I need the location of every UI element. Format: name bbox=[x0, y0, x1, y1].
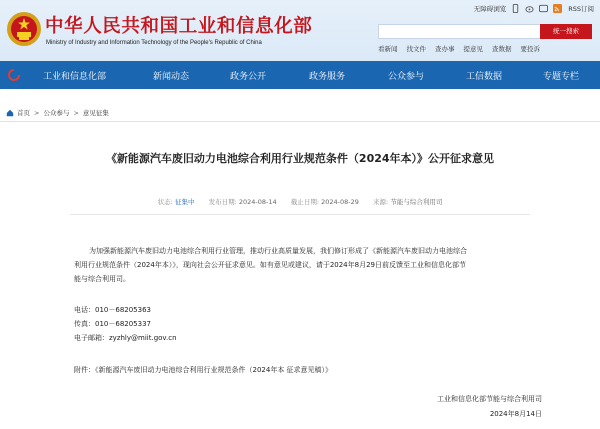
nav-item-news[interactable]: 新闻动态 bbox=[153, 71, 190, 82]
search-button[interactable]: 统一搜索 bbox=[540, 24, 592, 39]
nav-item-gov-affairs[interactable]: 政务公开 bbox=[230, 71, 267, 82]
breadcrumb bbox=[6, 108, 109, 117]
breadcrumb-home[interactable]: 首页 bbox=[17, 109, 30, 117]
start-date-value: 2024-08-14 bbox=[238, 198, 277, 206]
site-header bbox=[0, 0, 600, 61]
miit-logo-icon bbox=[8, 69, 20, 81]
weibo-icon[interactable] bbox=[525, 4, 534, 13]
signature-date: 2024年8月14日 bbox=[489, 410, 542, 418]
accessibility-link[interactable]: 无障碍浏览 bbox=[473, 5, 507, 13]
divider bbox=[0, 121, 600, 122]
breadcrumb-separator: > bbox=[73, 108, 79, 117]
end-date-label: 截止日期: bbox=[290, 198, 320, 206]
contact-phone: 电话：010－68205363 bbox=[74, 306, 151, 314]
breadcrumb-public-participation[interactable]: 公众参与 bbox=[43, 109, 70, 117]
wechat-icon[interactable] bbox=[539, 4, 548, 13]
quick-link-complaint[interactable]: 要投诉 bbox=[520, 45, 540, 53]
end-date-value: 2024-08-29 bbox=[321, 198, 359, 206]
quick-links bbox=[378, 44, 549, 53]
divider bbox=[70, 214, 530, 215]
mobile-icon[interactable] bbox=[511, 4, 520, 13]
body-line: 能与综合利用司。 bbox=[74, 275, 130, 283]
top-links bbox=[468, 4, 594, 13]
national-emblem-icon[interactable] bbox=[6, 9, 42, 49]
quick-link-services[interactable]: 查办事 bbox=[435, 45, 455, 53]
start-date-label: 发布日期: bbox=[208, 198, 237, 206]
nav-item-gov-services[interactable]: 政务服务 bbox=[309, 71, 346, 82]
quick-link-news[interactable]: 看新闻 bbox=[378, 45, 398, 53]
attachment-link[interactable]: 附件：《新能源汽车废旧动力电池综合利用行业规范条件（2024年本 征求意见稿）》 bbox=[74, 366, 333, 374]
page-title: 《新能源汽车废旧动力电池综合利用行业规范条件（2024年本）》公开征求意见 bbox=[105, 152, 495, 165]
rss-icon[interactable] bbox=[553, 4, 562, 13]
body-line: 利用行业规范条件（2024年本）》，现向社会公开征求意见。如有意见或建议，请于2024年8月29日前反馈至工业和信息化部节 bbox=[74, 261, 466, 269]
nav-item-ministry[interactable]: 工业和信息化部 bbox=[43, 71, 107, 82]
breadcrumb-solicitation[interactable]: 意见征集 bbox=[82, 109, 109, 117]
nav-logo[interactable] bbox=[0, 61, 28, 89]
main-nav bbox=[0, 61, 600, 89]
quick-link-files[interactable]: 找文件 bbox=[406, 45, 426, 53]
body-line: 为加强新能源汽车废旧动力电池综合利用行业管理，推动行业高质量发展，我们修订形成了《新能源汽车废旧动力电池综合 bbox=[89, 247, 467, 255]
nav-item-data[interactable]: 工信数据 bbox=[466, 71, 503, 82]
article-meta bbox=[0, 197, 600, 206]
source-label: 来源: bbox=[373, 198, 389, 206]
contact-fax: 传真：010－68205337 bbox=[74, 320, 151, 328]
breadcrumb-separator: > bbox=[34, 108, 40, 117]
quick-link-suggest[interactable]: 提意见 bbox=[463, 45, 483, 53]
home-icon bbox=[6, 109, 14, 117]
rss-link[interactable]: RSS订阅 bbox=[568, 5, 594, 13]
quick-link-data[interactable]: 查数据 bbox=[492, 45, 512, 53]
nav-item-public-participation[interactable]: 公众参与 bbox=[388, 71, 425, 82]
contact-info bbox=[74, 303, 546, 345]
search-input[interactable] bbox=[378, 24, 566, 39]
site-subtitle: Ministry of Industry and Information Technology of the People's Republic of China bbox=[46, 40, 262, 46]
contact-email[interactable]: 电子邮箱：zyzhly@miit.gov.cn bbox=[74, 334, 177, 342]
nav-item-topics[interactable]: 专题专栏 bbox=[543, 71, 580, 82]
status-badge: 征集中 bbox=[174, 198, 195, 206]
article-body bbox=[74, 244, 546, 286]
source-value: 节能与综合利用司 bbox=[390, 198, 443, 206]
signature-org: 工业和信息化部节能与综合利用司 bbox=[437, 395, 542, 403]
site-title[interactable]: 中华人民共和国工业和信息化部 bbox=[45, 16, 313, 37]
status-label: 状态: bbox=[157, 198, 173, 206]
